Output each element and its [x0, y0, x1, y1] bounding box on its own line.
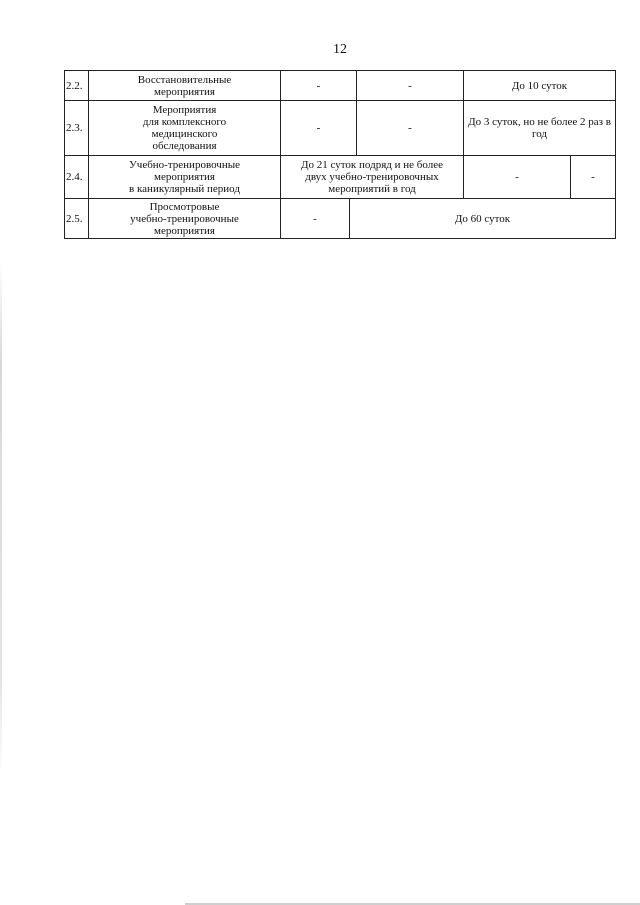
table-cell: - — [591, 171, 595, 183]
table-cell: До 21 суток подряд и не более двух учебно-тренировочных мероприятий в год — [281, 156, 464, 198]
table-row — [64, 70, 616, 101]
event-name: Восстановительные мероприятия — [89, 71, 281, 100]
table-cell: - — [464, 156, 571, 198]
scan-edge-artifact — [0, 260, 2, 780]
table-cell: - — [357, 101, 464, 155]
table-cell: - — [281, 101, 357, 155]
table-cell: До 10 суток — [511, 79, 568, 92]
table-row — [64, 199, 616, 239]
page-number: 12 — [333, 42, 347, 57]
table-cell: До 60 суток — [454, 212, 511, 225]
row-number: 2.3. — [65, 101, 89, 155]
table-row — [64, 156, 616, 199]
table-cell: До 3 суток, но не более 2 раз в год — [468, 116, 611, 140]
row-number: 2.2. — [65, 71, 89, 100]
table-row — [64, 101, 616, 156]
event-name: Мероприятия для комплексного медицинского обследования — [89, 101, 281, 155]
row-number: 2.5. — [65, 199, 89, 238]
table-cell: - — [357, 71, 464, 100]
table-cell: - — [281, 199, 350, 238]
row-number: 2.4. — [65, 156, 89, 198]
table-cell: - — [281, 71, 357, 100]
event-name: Просмотровые учебно-тренировочные мероприятия — [89, 199, 281, 238]
event-name: Учебно-тренировочные мероприятия в каникулярный период — [89, 156, 281, 198]
